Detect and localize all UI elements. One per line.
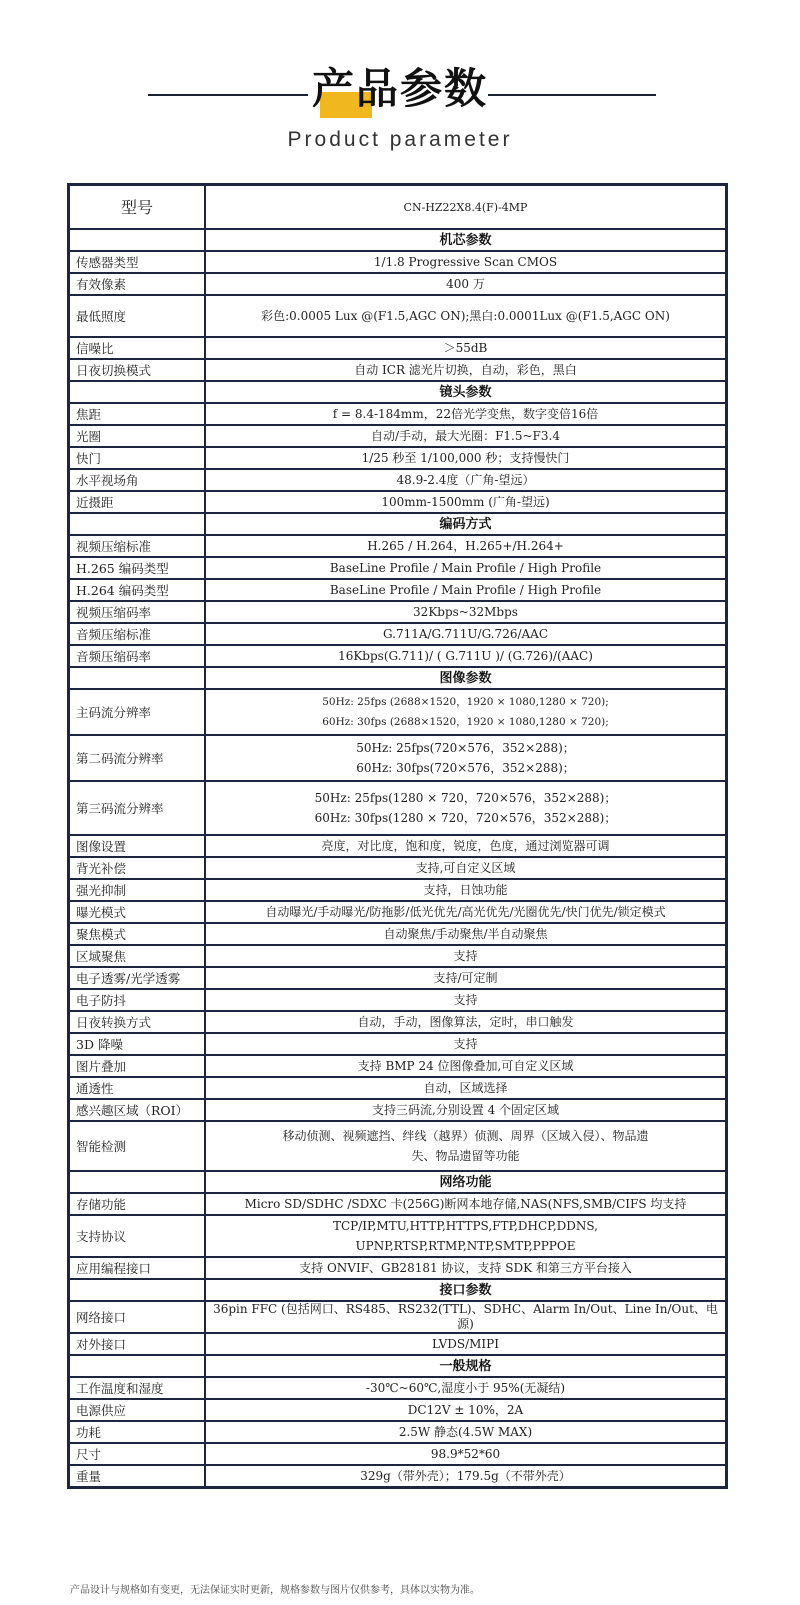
spec-row	[69, 403, 727, 425]
spec-value	[205, 645, 727, 667]
spec-key: 音频压缩码率	[69, 645, 206, 667]
spec-value-line: 50Hz: 25fps(720×576，352×288)；	[356, 741, 575, 755]
spec-value-line: 支持 ONVIF、GB28181 协议，支持 SDK 和第三方平台接入	[299, 1260, 632, 1275]
spec-row	[69, 251, 727, 273]
section-header-row	[69, 513, 727, 535]
spec-row	[69, 1465, 727, 1488]
spec-row	[69, 273, 727, 295]
spec-value-line: 支持	[453, 992, 478, 1007]
spec-value	[205, 579, 727, 601]
spec-value-line: 16Kbps(G.711)/ ( G.711U )/ (G.726)/(AAC)	[338, 648, 593, 663]
spec-value-line: 36pin FFC (包括网口、RS485、RS232(TTL)、SDHC、Alarm In/Out、Line In/Out、电源)	[213, 1302, 718, 1331]
spec-value	[205, 273, 727, 295]
spec-row	[69, 1077, 727, 1099]
spec-key: 感兴趣区域（ROI）	[69, 1099, 206, 1121]
spec-key: 光圈	[69, 425, 206, 447]
spec-table-container	[67, 183, 728, 1489]
spec-row	[69, 1301, 727, 1333]
spec-value	[205, 689, 727, 735]
spec-row	[69, 557, 727, 579]
spec-key: 功耗	[69, 1421, 206, 1443]
spec-value	[205, 901, 727, 923]
spec-row	[69, 337, 727, 359]
spec-value-line: 支持	[453, 1036, 478, 1051]
spec-row	[69, 1121, 727, 1171]
section-header-row	[69, 667, 727, 689]
spec-row	[69, 447, 727, 469]
spec-value	[205, 967, 727, 989]
spec-key: 第三码流分辨率	[69, 781, 206, 835]
spec-key: 通透性	[69, 1077, 206, 1099]
spec-value-line: 329g（带外壳）；179.5g（不带外壳）	[360, 1468, 571, 1483]
spec-value-line: -30℃~60℃,湿度小于 95%(无凝结)	[365, 1380, 566, 1395]
spec-value-line: ＞55dB	[443, 340, 488, 355]
spec-value	[205, 923, 727, 945]
spec-value-line: 50Hz: 25fps(1280 × 720，720×576，352×288)；	[314, 791, 617, 805]
spec-value-line: 60Hz: 30fps(720×576，352×288)；	[356, 761, 575, 775]
spec-key: 智能检测	[69, 1121, 206, 1171]
spec-key: 强光抑制	[69, 879, 206, 901]
spec-key: 背光补偿	[69, 857, 206, 879]
section-header-spacer	[69, 667, 206, 689]
spec-value	[205, 359, 727, 381]
page-header	[0, 0, 800, 180]
spec-key: 信噪比	[69, 337, 206, 359]
spec-value	[205, 557, 727, 579]
spec-value-line: 支持	[453, 948, 478, 963]
footer-note: 产品设计与规格如有变更，无法保证实时更新，规格参数与图片仅供参考，具体以实物为准。	[70, 1585, 480, 1596]
spec-value-line: Micro SD/SDHC /SDXC 卡(256G)断网本地存储,NAS(NFS,SMB/CIFS 均支持	[244, 1196, 687, 1211]
spec-value	[205, 491, 727, 513]
spec-value-line: 支持三码流,分别设置 4 个固定区域	[371, 1102, 560, 1117]
spec-row	[69, 469, 727, 491]
spec-key: 电子透雾/光学透雾	[69, 967, 206, 989]
spec-value-line: 400 万	[446, 276, 485, 291]
spec-value	[205, 945, 727, 967]
spec-value-line: 1/25 秒至 1/100,000 秒；支持慢快门	[361, 450, 570, 465]
spec-key: H.264 编码类型	[69, 579, 206, 601]
spec-value-line: f = 8.4-184mm，22倍光学变焦，数字变倍16倍	[332, 406, 599, 421]
spec-value-line: 98.9*52*60	[430, 1446, 501, 1461]
spec-value-line: BaseLine Profile / Main Profile / High Profile	[329, 560, 602, 575]
spec-value	[205, 835, 727, 857]
spec-row	[69, 579, 727, 601]
spec-row	[69, 1333, 727, 1355]
spec-row	[69, 1257, 727, 1279]
spec-value	[205, 447, 727, 469]
spec-row	[69, 601, 727, 623]
spec-value-line: 60Hz: 30fps (2688×1520，1920 × 1080,1280 × 720);	[322, 716, 609, 728]
spec-key: 焦距	[69, 403, 206, 425]
spec-key: 有效像素	[69, 273, 206, 295]
section-header-spacer	[69, 1279, 206, 1301]
spec-value	[205, 1333, 727, 1355]
section-header-spacer	[69, 229, 206, 251]
section-title: 接口参数	[205, 1279, 727, 1301]
spec-row	[69, 1193, 727, 1215]
spec-value-line: H.265 / H.264，H.265+/H.264+	[367, 538, 564, 553]
page-title: 产品参数	[311, 64, 488, 113]
spec-row	[69, 989, 727, 1011]
spec-value	[205, 1121, 727, 1171]
spec-value-line: 自动 ICR 滤光片切换，自动，彩色，黑白	[354, 362, 577, 377]
spec-value-line: 亮度，对比度，饱和度，锐度，色度，通过浏览器可调	[321, 838, 610, 853]
spec-value	[205, 425, 727, 447]
spec-value	[205, 337, 727, 359]
section-title: 编码方式	[205, 513, 727, 535]
spec-value-line: 自动/手动，最大光圈：F1.5~F3.4	[371, 428, 560, 443]
spec-key: 近摄距	[69, 491, 206, 513]
spec-row	[69, 967, 727, 989]
model-key: 型号	[69, 185, 206, 230]
spec-value-line: 自动聚焦/手动聚焦/半自动聚焦	[383, 926, 548, 941]
section-header-spacer	[69, 1171, 206, 1193]
spec-value	[205, 1399, 727, 1421]
spec-row	[69, 359, 727, 381]
section-header-row	[69, 1355, 727, 1377]
spec-value-line: 失、物品遗留等功能	[411, 1149, 520, 1163]
spec-key: 电子防抖	[69, 989, 206, 1011]
section-header-row	[69, 1171, 727, 1193]
spec-value-line: 自动，手动，图像算法，定时，串口触发	[357, 1014, 574, 1029]
spec-value-line: LVDS/MIPI	[432, 1336, 499, 1351]
spec-value-line: BaseLine Profile / Main Profile / High Profile	[329, 582, 602, 597]
spec-value-line: 48.9-2.4度（广角-望远）	[396, 472, 535, 487]
spec-value	[205, 1055, 727, 1077]
spec-value	[205, 781, 727, 835]
spec-value-line: 支持,可自定义区域	[415, 860, 516, 875]
spec-value-line: G.711A/G.711U/G.726/AAC	[382, 626, 549, 641]
spec-key: 水平视场角	[69, 469, 206, 491]
spec-row	[69, 1011, 727, 1033]
spec-key: H.265 编码类型	[69, 557, 206, 579]
spec-value-line: DC12V ± 10%，2A	[407, 1402, 524, 1417]
spec-key: 快门	[69, 447, 206, 469]
spec-row	[69, 879, 727, 901]
spec-row	[69, 923, 727, 945]
spec-row	[69, 1099, 727, 1121]
spec-row	[69, 1399, 727, 1421]
model-row	[69, 185, 727, 230]
spec-key: 区域聚焦	[69, 945, 206, 967]
spec-value	[205, 295, 727, 337]
spec-value	[205, 601, 727, 623]
spec-value	[205, 1215, 727, 1257]
spec-value	[205, 989, 727, 1011]
spec-value-line: 支持 BMP 24 位图像叠加,可自定义区域	[357, 1058, 574, 1073]
spec-value	[205, 1421, 727, 1443]
section-title: 图像参数	[205, 667, 727, 689]
section-header-row	[69, 1279, 727, 1301]
spec-value-line: 50Hz: 25fps (2688×1520，1920 × 1080,1280 × 720);	[322, 696, 609, 708]
spec-row	[69, 945, 727, 967]
spec-key: 视频压缩标准	[69, 535, 206, 557]
spec-value	[205, 1257, 727, 1279]
spec-key: 图像设置	[69, 835, 206, 857]
section-header-row	[69, 229, 727, 251]
spec-key: 存储功能	[69, 1193, 206, 1215]
spec-value	[205, 1443, 727, 1465]
spec-key: 图片叠加	[69, 1055, 206, 1077]
spec-key: 3D 降噪	[69, 1033, 206, 1055]
model-value: CN-HZ22X8.4(F)-4MP	[205, 185, 727, 230]
spec-value	[205, 1077, 727, 1099]
spec-key: 重量	[69, 1465, 206, 1488]
spec-value-line: 支持/可定制	[433, 970, 498, 985]
spec-key: 主码流分辨率	[69, 689, 206, 735]
spec-row	[69, 425, 727, 447]
section-title: 网络功能	[205, 1171, 727, 1193]
spec-value	[205, 1099, 727, 1121]
section-title: 一般规格	[205, 1355, 727, 1377]
spec-value-line: 100mm-1500mm (广角-望远)	[381, 494, 550, 509]
spec-value	[205, 1377, 727, 1399]
section-header-spacer	[69, 513, 206, 535]
page-subtitle: Product parameter	[287, 128, 513, 151]
spec-row	[69, 491, 727, 513]
spec-row	[69, 1215, 727, 1257]
spec-row	[69, 901, 727, 923]
spec-row	[69, 857, 727, 879]
spec-value-line: 32Kbps~32Mbps	[413, 604, 518, 619]
spec-value-line: 60Hz: 30fps(1280 × 720，720×576，352×288)；	[314, 811, 617, 825]
spec-row	[69, 689, 727, 735]
spec-value-line: 自动，区域选择	[423, 1080, 508, 1095]
spec-value	[205, 251, 727, 273]
spec-value	[205, 469, 727, 491]
spec-key: 最低照度	[69, 295, 206, 337]
spec-row	[69, 1421, 727, 1443]
spec-key: 网络接口	[69, 1301, 206, 1333]
spec-key: 日夜切换模式	[69, 359, 206, 381]
spec-key: 支持协议	[69, 1215, 206, 1257]
spec-row	[69, 1443, 727, 1465]
spec-value	[205, 1011, 727, 1033]
spec-value	[205, 1033, 727, 1055]
spec-value-line: 支持，日蚀功能	[423, 882, 508, 897]
section-title: 机芯参数	[205, 229, 727, 251]
spec-value-line: UPNP,RTSP,RTMP,NTP,SMTP,PPPOE	[355, 1239, 576, 1253]
spec-key: 视频压缩码率	[69, 601, 206, 623]
spec-key: 工作温度和湿度	[69, 1377, 206, 1399]
spec-value-line: 1/1.8 Progressive Scan CMOS	[373, 254, 558, 269]
spec-row	[69, 295, 727, 337]
spec-value	[205, 1465, 727, 1488]
spec-value	[205, 735, 727, 781]
section-header-spacer	[69, 1355, 206, 1377]
spec-value	[205, 403, 727, 425]
spec-row	[69, 535, 727, 557]
spec-row	[69, 1033, 727, 1055]
spec-value	[205, 857, 727, 879]
spec-value-line: TCP/IP,MTU,HTTP,HTTPS,FTP,DHCP,DDNS,	[332, 1219, 598, 1233]
spec-value-line: 移动侦测、视频遮挡、绊线（越界）侦测、周界（区域入侵）、物品遗	[282, 1129, 649, 1143]
spec-key: 电源供应	[69, 1399, 206, 1421]
spec-table	[67, 183, 728, 1489]
spec-value	[205, 879, 727, 901]
spec-value	[205, 535, 727, 557]
spec-key: 应用编程接口	[69, 1257, 206, 1279]
spec-value-line: 彩色:0.0005 Lux @(F1.5,AGC ON);黑白:0.0001Lux @(F1.5,AGC ON)	[261, 308, 670, 323]
spec-row	[69, 835, 727, 857]
spec-key: 对外接口	[69, 1333, 206, 1355]
spec-row	[69, 781, 727, 835]
spec-key: 传感器类型	[69, 251, 206, 273]
spec-row	[69, 1377, 727, 1399]
section-header-spacer	[69, 381, 206, 403]
spec-value	[205, 1193, 727, 1215]
spec-key: 聚焦模式	[69, 923, 206, 945]
spec-key: 曝光模式	[69, 901, 206, 923]
section-title: 镜头参数	[205, 381, 727, 403]
spec-value	[205, 1301, 727, 1333]
spec-key: 第二码流分辨率	[69, 735, 206, 781]
spec-key: 尺寸	[69, 1443, 206, 1465]
spec-row	[69, 645, 727, 667]
spec-value-line: 2.5W 静态(4.5W MAX)	[398, 1424, 533, 1439]
spec-value	[205, 623, 727, 645]
spec-key: 音频压缩标准	[69, 623, 206, 645]
spec-row	[69, 1055, 727, 1077]
spec-value-line: 自动曝光/手动曝光/防拖影/低光优先/高光优先/光圈优先/快门优先/锁定模式	[265, 904, 666, 919]
section-header-row	[69, 381, 727, 403]
spec-row	[69, 735, 727, 781]
spec-row	[69, 623, 727, 645]
spec-key: 日夜转换方式	[69, 1011, 206, 1033]
